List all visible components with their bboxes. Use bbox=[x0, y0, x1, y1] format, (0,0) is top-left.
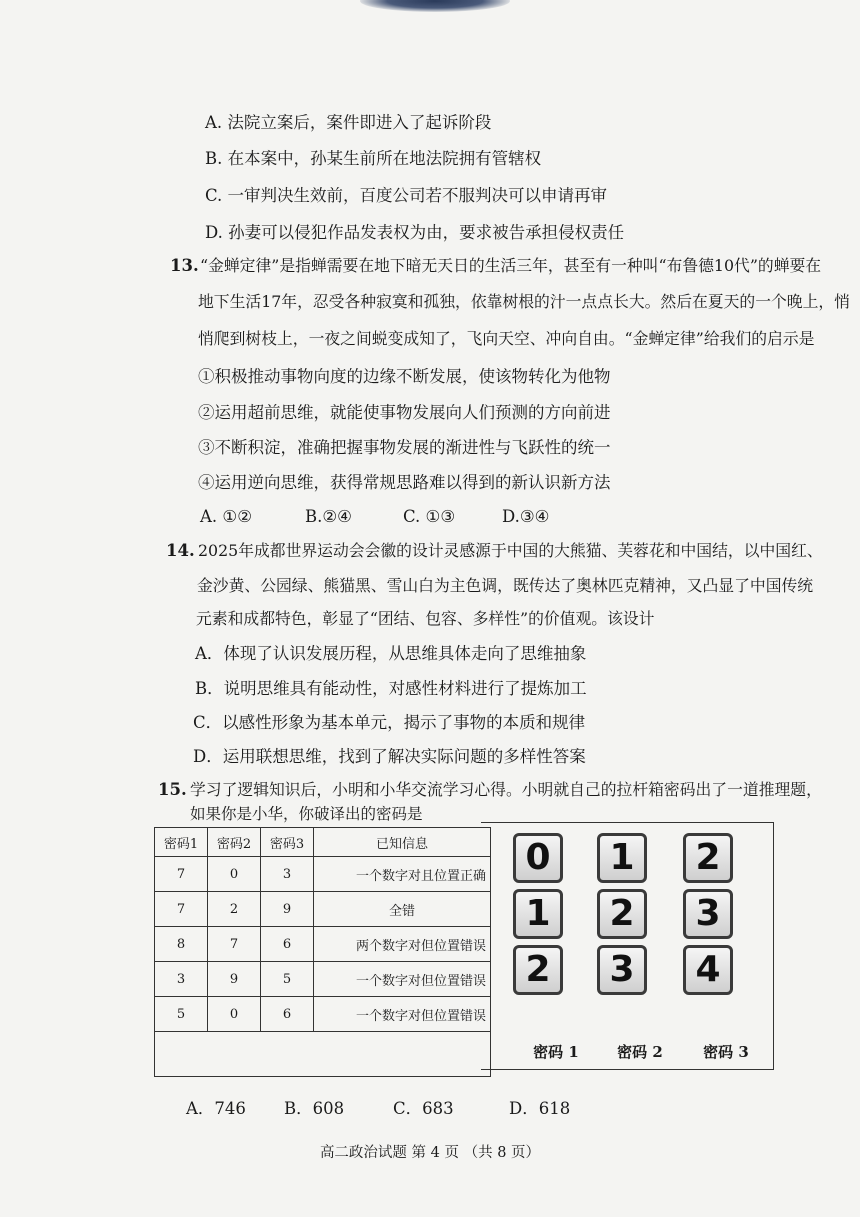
q13-statement-3: ③不断积淀，准确把握事物发展的渐进性与飞跃性的统一 bbox=[198, 438, 611, 457]
page-footer: 高二政治试题 第 4 页 （共 8 页） bbox=[319, 1145, 541, 1161]
q14-option-b: B．说明思维具有能动性，对感性材料进行了提炼加工 bbox=[195, 679, 587, 698]
table-row bbox=[155, 857, 491, 892]
wheel-digit: 0 bbox=[513, 833, 563, 883]
wheel-1-label: 密码 1 bbox=[533, 1043, 579, 1061]
q14-stem-3: 元素和成都特色，彰显了“团结、包容、多样性”的价值观。该设计 bbox=[196, 609, 655, 628]
wheel-3-label: 密码 3 bbox=[703, 1043, 749, 1061]
wheel-digit: 1 bbox=[513, 889, 563, 939]
table-row bbox=[155, 962, 491, 997]
q13-statement-1: ①积极推动事物向度的边缘不断发展，使该物转化为他物 bbox=[198, 367, 611, 386]
q15-stem-1: 学习了逻辑知识后，小明和小华交流学习心得。小明就自己的拉杆箱密码出了一道推理题， bbox=[190, 780, 822, 799]
q13-number: 13. bbox=[170, 256, 199, 275]
q14-stem-1: 2025年成都世界运动会会徽的设计灵感源于中国的大熊猫、芙蓉花和中国结，以中国红、 bbox=[198, 541, 823, 560]
q13-stem-1: “金蝉定律”是指蝉需要在地下暗无天日的生活三年，甚至有一种叫“布鲁德10代”的蝉要在 bbox=[200, 256, 822, 275]
cell: 一个数字对且位置正确 bbox=[314, 857, 491, 892]
q13-option-c: C. ①③ bbox=[403, 507, 456, 526]
q14-number: 14. bbox=[166, 541, 195, 560]
header-info: 已知信息 bbox=[314, 828, 491, 857]
q13-statement-4: ④运用逆向思维，获得常规思路难以得到的新认识新方法 bbox=[198, 473, 611, 492]
wheel-digit: 3 bbox=[683, 889, 733, 939]
cell: 3 bbox=[155, 962, 208, 997]
q15-option-c: C．683 bbox=[393, 1099, 454, 1118]
q12-option-c: C. 一审判决生效前，百度公司若不服判决可以申请再审 bbox=[205, 186, 608, 205]
wheel-digit: 2 bbox=[683, 833, 733, 883]
wheel-3 bbox=[683, 833, 733, 1001]
q12-option-a: A. 法院立案后，案件即进入了起诉阶段 bbox=[205, 113, 492, 132]
header-pw2: 密码2 bbox=[208, 828, 261, 857]
table-empty-row bbox=[155, 1032, 491, 1077]
wheel-digit: 4 bbox=[683, 945, 733, 995]
cell: 7 bbox=[208, 927, 261, 962]
cell: 9 bbox=[208, 962, 261, 997]
combination-lock-figure bbox=[481, 822, 774, 1070]
cell: 8 bbox=[155, 927, 208, 962]
q12-option-d: D. 孙妻可以侵犯作品发表权为由，要求被告承担侵权责任 bbox=[205, 223, 625, 242]
table-row bbox=[155, 997, 491, 1032]
cell: 0 bbox=[208, 997, 261, 1032]
q13-stem-3: 悄爬到树枝上，一夜之间蜕变成知了，飞向天空、冲向自由。“金蝉定律”给我们的启示是 bbox=[198, 329, 815, 348]
wheel-digit: 3 bbox=[597, 945, 647, 995]
scan-shadow bbox=[360, 0, 510, 12]
q14-option-a: A．体现了认识发展历程，从思维具体走向了思维抽象 bbox=[195, 644, 587, 663]
q13-option-a: A. ①② bbox=[200, 507, 252, 526]
wheel-1 bbox=[513, 833, 563, 1001]
q15-stem-2: 如果你是小华，你破译出的密码是 bbox=[190, 805, 423, 823]
cell: 3 bbox=[261, 857, 314, 892]
q15-number: 15. bbox=[158, 780, 187, 799]
q14-option-c: C．以感性形象为基本单元，揭示了事物的本质和规律 bbox=[193, 713, 586, 732]
q15-option-a: A．746 bbox=[186, 1099, 246, 1118]
cell: 2 bbox=[208, 892, 261, 927]
q15-option-b: B．608 bbox=[284, 1099, 345, 1118]
wheel-2 bbox=[597, 833, 647, 1001]
table-row bbox=[155, 927, 491, 962]
cell: 0 bbox=[208, 857, 261, 892]
table-header-row bbox=[155, 828, 491, 857]
q13-stem-2: 地下生活17年，忍受各种寂寞和孤独，依靠树根的汁一点点长大。然后在夏天的一个晚上，悄 bbox=[198, 292, 850, 311]
q13-option-b: B.②④ bbox=[305, 507, 352, 526]
q13-option-d: D.③④ bbox=[502, 507, 550, 526]
password-clue-table bbox=[154, 827, 491, 1077]
cell: 5 bbox=[155, 997, 208, 1032]
cell: 两个数字对但位置错误 bbox=[314, 927, 491, 962]
cell: 5 bbox=[261, 962, 314, 997]
cell: 6 bbox=[261, 927, 314, 962]
q14-option-d: D．运用联想思维，找到了解决实际问题的多样性答案 bbox=[193, 747, 586, 766]
q13-statement-2: ②运用超前思维，就能使事物发展向人们预测的方向前进 bbox=[198, 403, 611, 422]
cell: 一个数字对但位置错误 bbox=[314, 997, 491, 1032]
q12-option-b: B. 在本案中，孙某生前所在地法院拥有管辖权 bbox=[205, 149, 542, 168]
q14-stem-2: 金沙黄、公园绿、熊猫黑、雪山白为主色调，既传达了奥林匹克精神，又凸显了中国传统 bbox=[197, 576, 814, 595]
header-pw1: 密码1 bbox=[155, 828, 208, 857]
cell: 9 bbox=[261, 892, 314, 927]
wheel-digit: 1 bbox=[597, 833, 647, 883]
header-pw3: 密码3 bbox=[261, 828, 314, 857]
cell: 7 bbox=[155, 892, 208, 927]
table-row bbox=[155, 892, 491, 927]
cell: 全错 bbox=[314, 892, 491, 927]
wheel-digit: 2 bbox=[597, 889, 647, 939]
cell: 7 bbox=[155, 857, 208, 892]
cell: 一个数字对但位置错误 bbox=[314, 962, 491, 997]
q15-option-d: D．618 bbox=[509, 1099, 571, 1118]
wheel-digit: 2 bbox=[513, 945, 563, 995]
cell: 6 bbox=[261, 997, 314, 1032]
wheel-2-label: 密码 2 bbox=[617, 1043, 663, 1061]
